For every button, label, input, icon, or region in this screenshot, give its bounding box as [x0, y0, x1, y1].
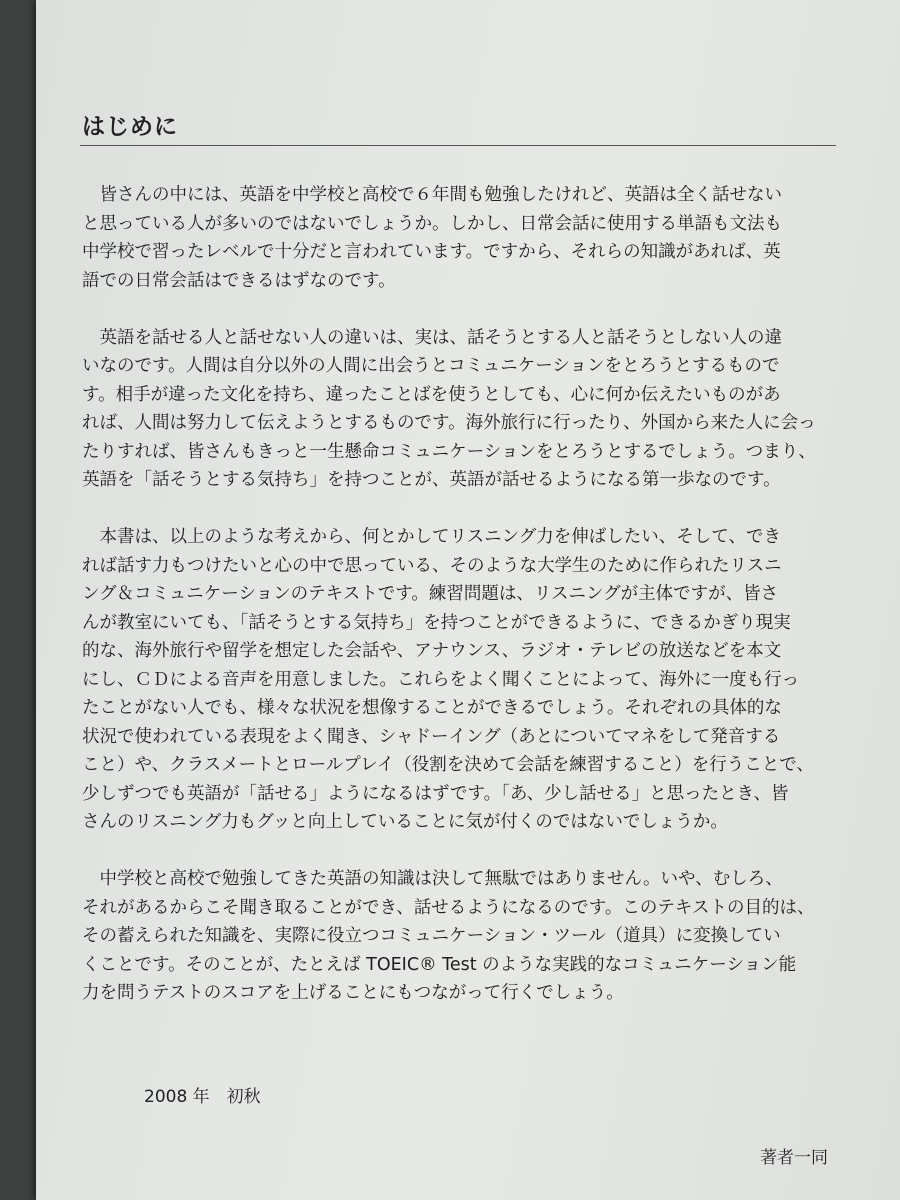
body-text: [82, 181, 822, 1036]
date-line: 2008 年 初秋: [144, 1087, 261, 1107]
page-heading: はじめに: [82, 114, 178, 140]
paragraph-3: 本書は、以上のような考えから、何とかしてリスニング力を伸ばしたい、そして、でき れば話す力もつけたいと心の中で思っている、そのような大学生のために作られたリスニ ング＆コミュニケーションのテキストです。練習問題は、リスニングが主体ですが、皆さ んが教室にいても、「話そうとする気持ち」を持つことができるように、できるかぎり現実 的な、海外旅行や留学を想定した会話や、アナウンス、ラジオ・テレビの放送などを本文 にし、ＣＤによる音声を用意しました。これらをよく聞くことによって、海外に一度も行っ たことがない人でも、様々な状況を想像することができるでしょう。それぞれの具体的な 状況で使われている表現をよく聞き、シャドーイング（あとについてマネをして発音する こと）や、クラスメートとロールプレイ（役割を決めて会話を練習すること）を行うことで、 少しずつでも英語が「話せる」ようになるはずです。「あ、少し話せる」と思ったとき、皆 さんのリスニング力もグッと向上していることに気が付くのではないでしょうか。: [82, 527, 814, 832]
paragraph-1: 皆さんの中には、英語を中学校と高校で６年間も勉強したけれど、英語は全く話せない と思っている人が多いのではないでしょうか。しかし、日常会話に使用する単語も文法も 中学校で習ったレベルで十分だと言われています。ですから、それらの知識があれば、英 語での日常会話はできるはずなのです。: [82, 185, 782, 291]
paragraph-4: 中学校と高校で勉強してきた英語の知識は決して無駄ではありません。いや、むしろ、 それがあるからこそ聞き取ることができ、話せるようになるのです。このテキストの目的は、 その蓄えられた知識を、実際に役立つコミュニケーション・ツール（道具）に変換してい くことです。そのことが、たとえば TOEIC® Test のような実践的なコミュニケーション能 力を問うテストのスコアを上げることにもつながって行くでしょう。: [82, 869, 815, 1003]
book-page: [36, 0, 900, 1200]
heading-underline: [80, 145, 836, 146]
author-line: 著者一同: [760, 1148, 828, 1168]
paragraph-2: 英語を話せる人と話せない人の違いは、実は、話そうとする人と話そうとしない人の違 いなのです。人間は自分以外の人間に出会うとコミュニケーションをとろうとするもので す。相手が違った文化を持ち、違ったことばを使うとしても、心に何か伝えたいものがあ れば、人間は努力して伝えようとするものです。海外旅行に行ったり、外国から来た人に会っ たりすれば、皆さんもきっと一生懸命コミュニケーションをとろうとするでしょう。つまり、 英語を「話そうとする気持ち」を持つことが、英語が話せるようになる第一歩なのです。: [82, 327, 816, 490]
